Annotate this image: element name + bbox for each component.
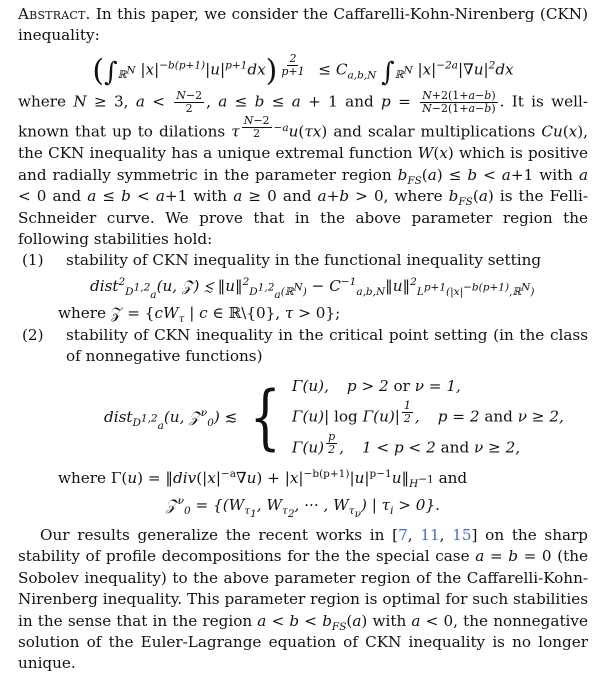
ckn-inequality: ($\int_{ℝ^N}$ $|x|^{-b(p+1)}|u|^{p+1}dx$) $^{\frac{2}{p+1}}$ ≤ $C_{a,b,N}$ $\int_{ℝ^N}$ $|x|^{-2a}|\nabla u|^2dx$ xyxy=(92,51,514,89)
parameter-paragraph: where N ≥ 3, a < $\frac{N-2}{2}$ , a ≤ b ≤ a + 1 and p = $\frac{N+2(1+a-b)}{N-2(1+a-b)}$ . It is well-known that up to dilations τ $^{\frac{N-2}{2} -a}$u(τx) and scalar multiplications Cu(x), the CKN inequality has a unique extremal function W(x) which is positive and radially symmetric in the parameter region $b_{FS}(a) \le b < a+1$ with a < 0 and a ≤ b < a+1 with a ≥ 0 and a+b > 0, where $b_{FS}(a)$ is the Felli-Schneider curve. We prove that in the above parameter region the following stabilities hold: xyxy=(18,89,589,248)
item-text: stability of CKN inequality in the functional inequality setting xyxy=(66,251,542,270)
cases xyxy=(292,373,564,461)
case-row: Γ(u) $^{\frac{p}{2}}$ , 1 < p < 2 and ν ≥ 2, xyxy=(291,429,521,457)
item-text: stability of CKN inequality in the critical point setting (in the class of nonnegative functions) xyxy=(66,325,588,365)
stability-critical-formula xyxy=(104,373,588,461)
conclusion-paragraph: Our results generalize the recent works in [7, 11, 15] on the sharp stability of profile decompositions for the the special case a = b = 0 (the Sobolev inequality) to the above parameter region of the Caffarelli-Kohn-Nirenberg inequality. This parameter region is optimal for such stabilities in the sense that in the region $a < b < b_{FS}(a)$ with a < 0, the nonnegative solution of the Euler-Lagrange equation of CKN inequality is no longer unique. xyxy=(18,525,589,673)
item-label: (1) xyxy=(22,251,44,270)
where-Gamma-line: where $\Gamma(u) = ‖div(|x|^{-a}\nabla u)$ + $|x|^{-b(p+1)}|u|^{p-1}u‖_{H^{-1}}$ and xyxy=(58,467,468,490)
abstract-intro xyxy=(18,4,588,47)
stability-functional-formula: dist$^2_{D^{1,2}_a}$(u, 𝒵) ≲ ‖u‖$^2_{D^{1,2}_a(ℝ^N)}$ − $C^{-1}_{a,b,N}‖u‖^2_{L^{p+1}(|x|^{-b(p+1)},ℝ^N)}$ xyxy=(90,275,535,301)
list-item-1 xyxy=(18,250,588,271)
abstract-heading: Abstract. xyxy=(18,5,91,23)
citation-link[interactable]: 7 xyxy=(398,525,408,544)
dist-lhs: dist$_{D^{1,2}_a}$(u, 𝒵$^\nu_0$) ≲ xyxy=(104,406,238,432)
item-label: (2) xyxy=(22,325,44,344)
case-row: Γ(u), p > 2 or ν = 1, xyxy=(291,377,461,396)
citation-link[interactable]: 11 xyxy=(420,525,440,544)
abstract-intro-text: In this paper, we consider the Caffarelli-Kohn-Nirenberg (CKN) inequality: xyxy=(18,5,588,45)
left-brace: { xyxy=(250,376,282,459)
citation-link[interactable]: 15 xyxy=(452,525,472,544)
case-row: Γ(u)| log Γ(u)| $^{\frac{1}{2}}$ , p = 2 and ν ≥ 2, xyxy=(291,399,564,426)
Z0-definition: 𝒵$^\nu_0$ = {($W_{\tau_1}$, $W_{\tau_2}$, ··· , $W_{\tau_\nu}$) | $\tau_i > 0$}. xyxy=(166,494,440,521)
list-item-2 xyxy=(18,325,588,368)
where-Z-line: where 𝒵 = {$cW_\tau$ | c ∈ ℝ\{0}, τ > 0}; xyxy=(58,304,341,326)
